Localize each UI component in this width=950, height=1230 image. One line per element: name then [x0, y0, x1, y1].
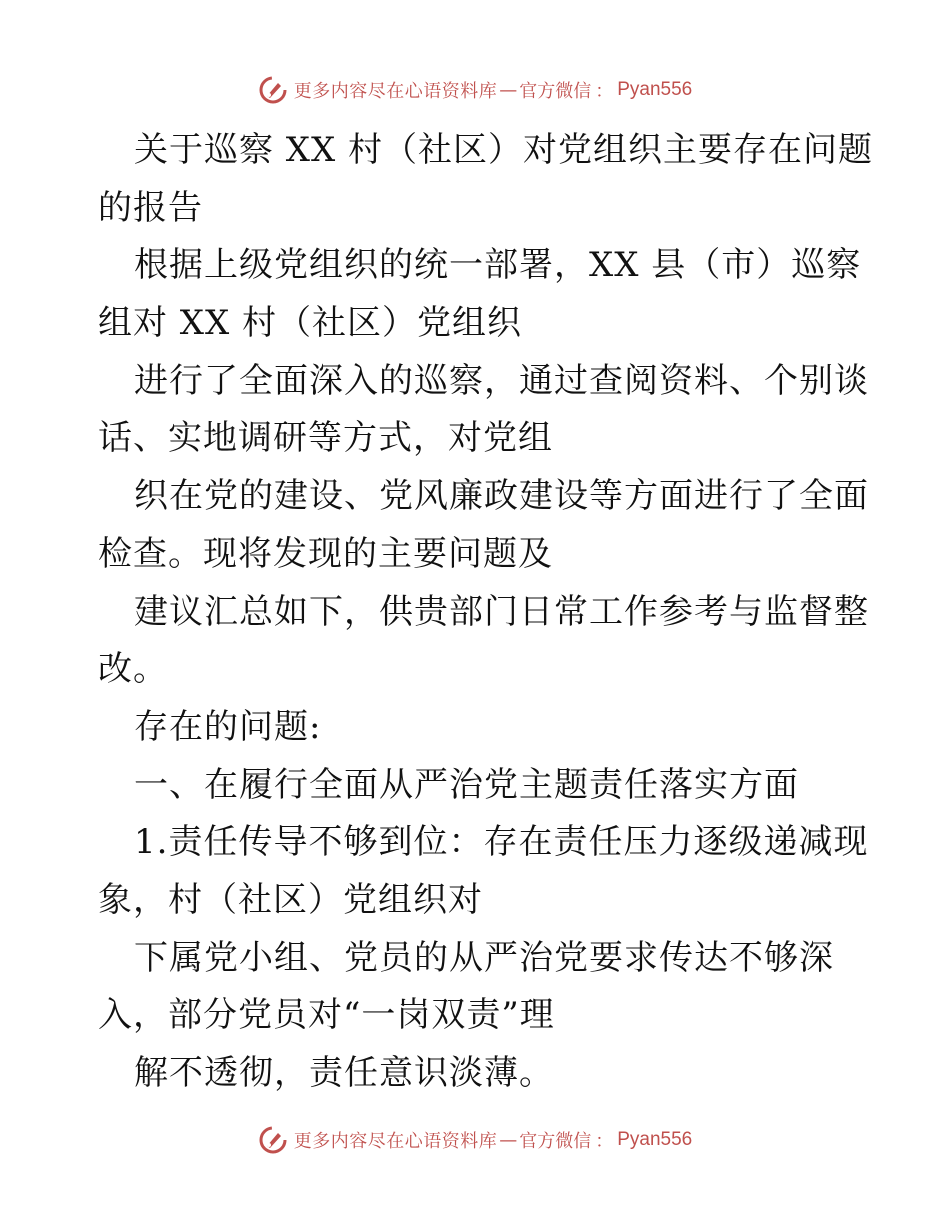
- banner-subtitle: 官方微信: [519, 1131, 592, 1152]
- document-line: 存在的问题:: [134, 706, 322, 747]
- footer-watermark-banner: [0, 1123, 950, 1157]
- banner-wechat-id: Pyan556: [617, 79, 693, 100]
- document-body: [98, 122, 874, 1103]
- pen-nib-logo-icon: [258, 75, 288, 105]
- document-line: 入，部分党员对“一岗双责”理: [98, 995, 555, 1036]
- document-line: 下属党小组、党员的从严治党要求传达不够深: [134, 937, 834, 978]
- banner-separator: ：: [595, 1131, 614, 1152]
- document-line: 织在党的建设、党风廉政建设等方面进行了全面: [134, 476, 869, 517]
- document-line: 关于巡察 XX 村（社区）对党组织主要存在问题: [134, 130, 874, 170]
- banner-dash: —: [499, 1129, 518, 1151]
- document-line: 检查。现将发现的主要问题及: [98, 533, 553, 574]
- document-line: 根据上级党组织的统一部署，XX 县（市）巡察: [134, 245, 862, 286]
- banner-title: 更多内容尽在心语资料库: [293, 81, 498, 102]
- document-line: 的报告: [98, 187, 203, 228]
- banner-wechat-id: Pyan556: [617, 1129, 693, 1150]
- document-line: 解不透彻，责任意识淡薄。: [134, 1053, 554, 1093]
- header-watermark-banner: [0, 73, 950, 107]
- banner-separator: ：: [595, 81, 614, 102]
- pen-nib-logo-icon: [258, 1125, 288, 1155]
- document-line: 组对 XX 村（社区）党组织: [98, 303, 523, 344]
- banner-dash: —: [499, 79, 518, 101]
- document-line: 一、在履行全面从严治党主题责任落实方面: [134, 764, 799, 805]
- document-line: 象，村（社区）党组织对: [98, 879, 483, 920]
- document-line: 改。: [98, 649, 168, 690]
- document-line: 1.责任传导不够到位：存在责任压力逐级递减现: [134, 822, 869, 863]
- banner-subtitle: 官方微信: [519, 81, 592, 102]
- document-line: 建议汇总如下，供贵部门日常工作参考与监督整: [134, 591, 869, 632]
- document-line: 进行了全面深入的巡察，通过查阅资料、个别谈: [134, 360, 869, 401]
- document-line: 话、实地调研等方式，对党组: [98, 418, 553, 459]
- banner-title: 更多内容尽在心语资料库: [293, 1131, 498, 1152]
